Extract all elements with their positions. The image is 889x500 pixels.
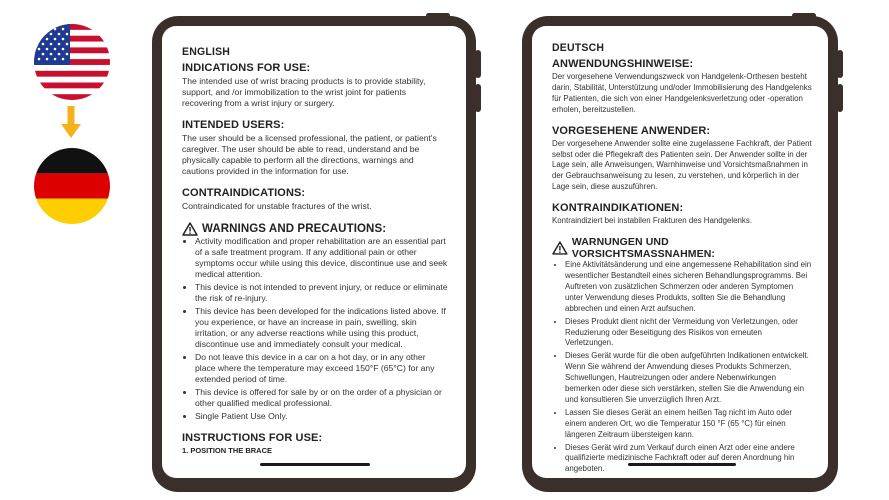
contraindications-section: [552, 202, 812, 227]
top-button: [426, 13, 450, 18]
language-heading: DEUTSCH: [552, 41, 605, 55]
instruction-step: 1. POSITION THE BRACE: [182, 446, 273, 455]
english-document-screen[interactable]: [162, 26, 466, 478]
section-title: INTENDED USERS:: [182, 119, 285, 131]
list-item: • Eine Aktivitätsänderung und eine angemessene Rehabilitation sind ein wesentlicher Bestandteil eines sicheren Behandlungsprogramms. Bei Auftreten von zusätzlichen Schmerzen oder anderen Symptomen unter Verwendung dieses Produkts, sollten Sie die Behandlung abbrechen und einen Arzt aufsuchen.: [565, 260, 812, 315]
english-phone-frame: [152, 16, 476, 492]
list-item: • This device is not intended to prevent injury, or reduce or eliminate the risk of re-injury.: [195, 282, 448, 304]
section-text: Der vorgesehene Anwender sollte eine zugelassene Fachkraft, der Patient selbst oder die Pflegekraft des Patienten sein. Der Anwender sollte in der Lage sein, alle Anweisungen, Warnhinweise und Vorsichtsmaßnahmen in der Gebrauchsanweisung zu lesen, zu verstehen, und körperlich in der Lage sein, diese auszuführen.: [552, 138, 812, 192]
german-document-screen[interactable]: [532, 26, 828, 478]
de-flag-icon: [34, 148, 110, 224]
side-button: [837, 84, 843, 112]
list-item: • Do not leave this device in a car on a hot day, or in any other place where the temperature may exceed 150°F (65°C) for any extended period of time.: [195, 352, 448, 385]
section-title: VORGESEHENE ANWENDER:: [552, 124, 711, 137]
list-item: • This device is offered for sale by or on the order of a physician or other qualified medical professional.: [195, 387, 448, 409]
section-title: ANWENDUNGSHINWEISE:: [552, 58, 694, 70]
section-title: WARNINGS AND PRECAUTIONS:: [202, 223, 387, 235]
german-phone-frame: [522, 16, 838, 492]
intended-users-section: [552, 125, 812, 194]
list-item: • Dieses Produkt dient nicht der Vermeidung von Verletzungen, oder Reduzierung oder Beseitigung des Risikos von erneuten Verletzungen.: [565, 317, 812, 350]
language-heading: ENGLISH: [182, 45, 231, 59]
section-title: KONTRAINDIKATIONEN:: [552, 202, 684, 215]
instructions-section: [182, 432, 448, 455]
home-indicator[interactable]: [260, 463, 370, 466]
warnings-list: [552, 260, 812, 475]
warnings-list: [182, 236, 448, 422]
list-item: • This device has been developed for the indications listed above. If you experience, or have an increase in pain, swelling, skin irritation, or any adverse reactions while using this product, discontinue use and immediately consult your medical.: [195, 306, 448, 350]
us-flag-icon: [34, 24, 110, 100]
top-button: [792, 13, 816, 18]
section-title: WARNUNGEN UND VORSICHTSMASSNAHMEN:: [571, 236, 715, 261]
intended-users-section: [182, 119, 448, 177]
list-item: • Dieses Gerät wird zum Verkauf durch einen Arzt oder eine andere qualifizierte medizinische Fachkraft oder auf deren Anordnung hin angeboten.: [565, 443, 812, 476]
section-text: The intended use of wrist bracing products is to provide stability, support, and /or immobilization to the wrist joint for patients recovering from a wrist injury or surgery.: [182, 76, 426, 108]
indications-section: [182, 62, 448, 109]
warning-triangle-icon: [552, 241, 568, 255]
warning-triangle-icon: [182, 222, 198, 236]
warnings-section: [552, 236, 812, 475]
section-text: The user should be a licensed professional, the patient, or patient's caregiver. The user should be able to read, understand and be physically capable to perform all the directions, warnings and cautions provided in the information for use.: [182, 133, 437, 176]
side-button: [837, 50, 843, 78]
indications-section: [552, 58, 812, 116]
side-button: [475, 84, 481, 112]
down-arrow-icon: [61, 106, 81, 140]
list-item: • Dieses Gerät wurde für die oben aufgeführten Indikationen entwickelt. Wenn Sie während der Anwendung dieses Produkts Schmerzen, Schwellungen, Hautreizungen oder andere Nebenwirkungen bemerken oder diese sich verstärken, stellen Sie die Anwendung ein und konsultieren Sie unverzüglich Ihren Arzt.: [565, 351, 812, 406]
section-title: CONTRAINDICATIONS:: [182, 187, 306, 199]
list-item: • Lassen Sie dieses Gerät an einem heißen Tag nicht im Auto oder einem anderen Ort, wo die Temperatur 150 °F (65 °C) für einen längeren Zeitraum übersteigen kann.: [565, 408, 812, 441]
section-title: INSTRUCTIONS FOR USE:: [182, 432, 323, 444]
section-text: Contraindicated for unstable fractures of the wrist.: [182, 201, 372, 211]
contraindications-section: [182, 187, 448, 212]
list-item: • Activity modification and proper rehabilitation are an essential part of a safe treatment program. If any additional pain or other symptoms occur while using this device, discontinue use and seek medical attention.: [195, 236, 448, 280]
section-text: Der vorgesehene Verwendungszweck von Handgelenk-Orthesen besteht darin, Stabilität, Unterstützung und/oder Immobilisierung des Handgelenks für Patienten, die sich von einer Handgelenksverletzung oder -operation erholen, bereitzustellen.: [552, 72, 812, 114]
side-button: [475, 50, 481, 78]
list-item: • Single Patient Use Only.: [195, 411, 448, 422]
home-indicator[interactable]: [628, 463, 736, 466]
section-title: INDICATIONS FOR USE:: [182, 62, 311, 74]
section-text: Kontraindiziert bei instabilen Frakturen des Handgelenks.: [552, 216, 753, 226]
warnings-section: [182, 222, 448, 422]
